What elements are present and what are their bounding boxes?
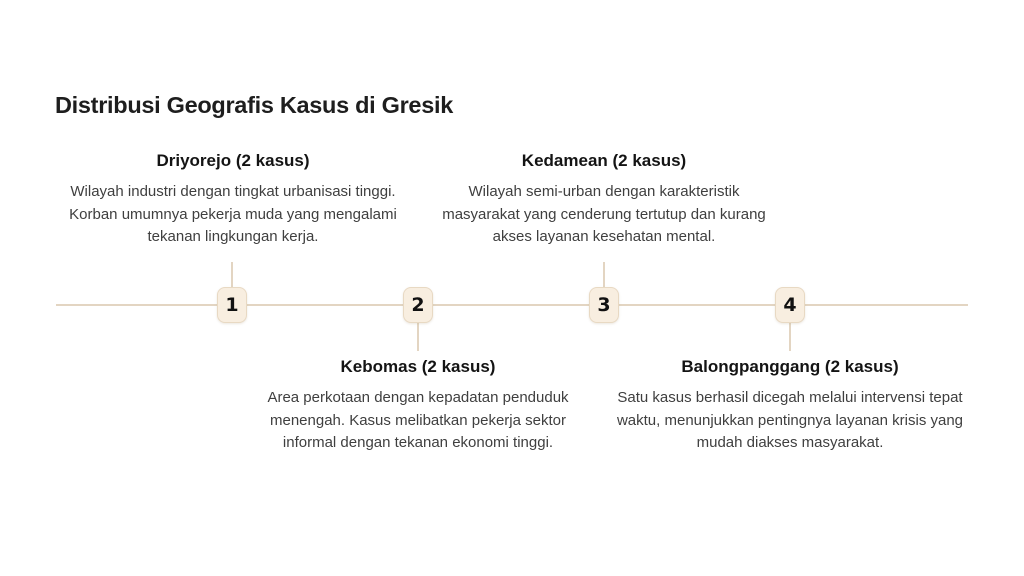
timeline-marker-3	[589, 287, 619, 323]
connector-item-4	[789, 322, 791, 351]
item-title: Kebomas (2 kasus)	[340, 357, 496, 376]
connector-item-2	[417, 322, 419, 351]
item-title: Driyorejo (2 kasus)	[156, 151, 310, 170]
timeline-item-kebomas	[243, 356, 593, 455]
page-title: Distribusi Geografis Kasus di Gresik	[55, 92, 453, 118]
item-title: Balongpanggang (2 kasus)	[681, 357, 899, 376]
marker-number: 1	[225, 294, 239, 316]
connector-item-3	[603, 262, 605, 288]
marker-number: 4	[783, 294, 797, 316]
marker-number: 2	[411, 294, 425, 316]
timeline-marker-2	[403, 287, 433, 323]
connector-item-1	[231, 262, 233, 288]
timeline-marker-4	[775, 287, 805, 323]
item-description: Wilayah semi-urban dengan karakteristik masyarakat yang cenderung tertutup dan kurang akses layanan kesehatan mental.	[442, 183, 766, 245]
timeline-item-kedamean	[434, 150, 774, 249]
timeline-item-driyorejo	[63, 150, 403, 249]
item-description: Area perkotaan dengan kepadatan penduduk menengah. Kasus melibatkan pekerja sektor informal dengan tekanan ekonomi tinggi.	[267, 389, 569, 451]
item-description: Wilayah industri dengan tingkat urbanisasi tinggi. Korban umumnya pekerja muda yang mengalami tekanan lingkungan kerja.	[69, 183, 397, 245]
marker-number: 3	[597, 294, 611, 316]
item-description: Satu kasus berhasil dicegah melalui intervensi tepat waktu, menunjukkan pentingnya layanan krisis yang mudah diakses masyarakat.	[616, 389, 964, 451]
timeline-marker-1	[217, 287, 247, 323]
timeline-item-balongpanggang	[612, 356, 968, 455]
item-title: Kedamean (2 kasus)	[521, 151, 687, 170]
timeline-axis-line	[56, 304, 968, 306]
